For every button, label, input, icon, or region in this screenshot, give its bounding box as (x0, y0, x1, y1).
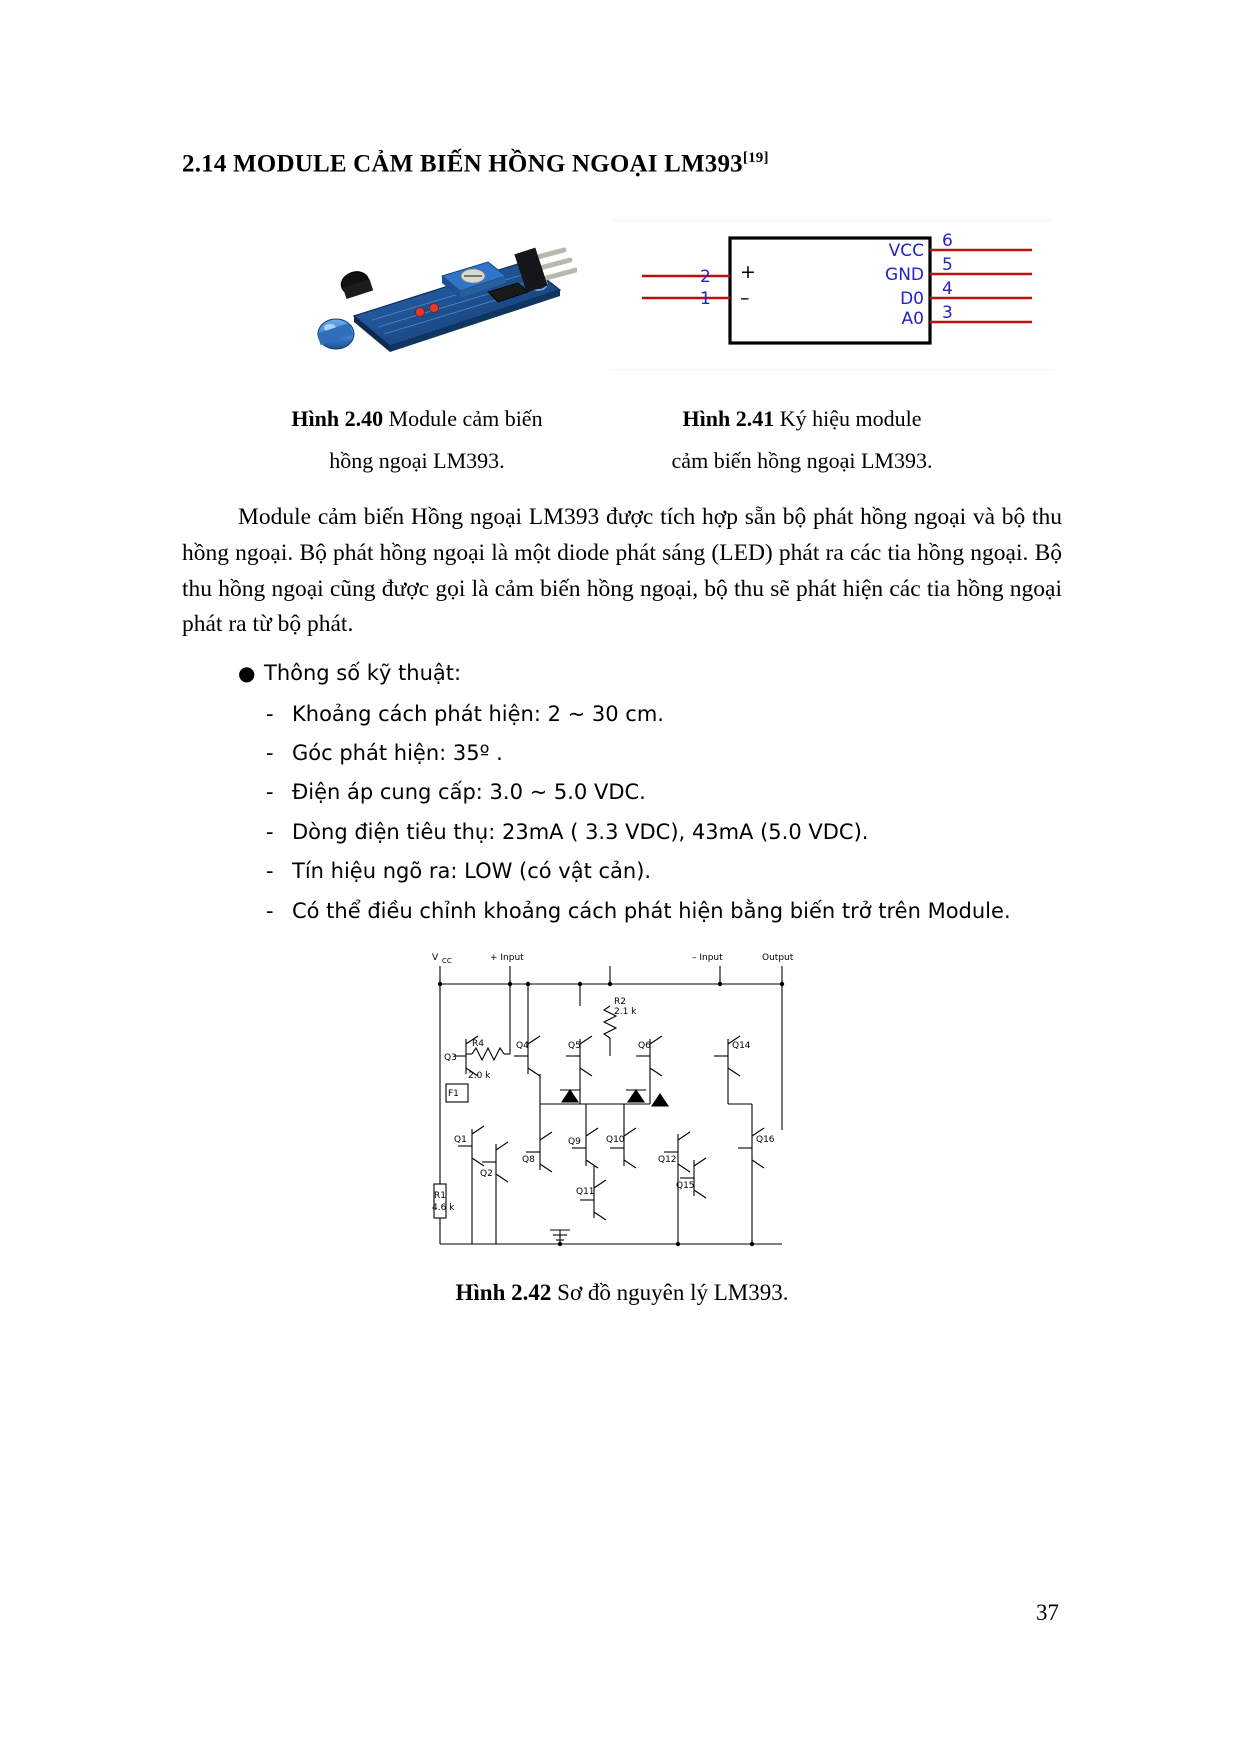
svg-text:Q10: Q10 (606, 1135, 625, 1146)
svg-text:A0: A0 (901, 309, 924, 330)
svg-text:Q1: Q1 (454, 1135, 467, 1146)
figure-240-label: Hình 2.40 (291, 406, 384, 432)
ir-sensor-module-photo (292, 228, 577, 373)
svg-text:+ Input: + Input (490, 953, 524, 964)
figure-240-caption-line2: hồng ngoại LM393. (329, 448, 505, 474)
svg-text:Q2: Q2 (480, 1169, 493, 1180)
svg-text:GND: GND (885, 265, 924, 286)
svg-text:Q5: Q5 (568, 1041, 581, 1052)
specs-heading-label: Thông số kỹ thuật: (264, 661, 462, 686)
svg-text:Q16: Q16 (756, 1135, 775, 1146)
svg-text:Output: Output (762, 953, 794, 964)
svg-text:Q3: Q3 (444, 1053, 457, 1064)
svg-text:Q11: Q11 (576, 1187, 595, 1198)
svg-text:VCC: VCC (888, 241, 924, 262)
body-paragraph: Module cảm biến Hồng ngoại LM393 được tích hợp sẵn bộ phát hồng ngoại và bộ thu hồng ngoại. Bộ phát hồng ngoại là một diode phát sáng (LED) phát ra các tia hồng ngoại. Bộ thu hồng ngoại cũng được gọi là cảm biến hồng ngoại, bộ thu sẽ phát hiện các tia hồng ngoại phát ra từ bộ phát. (182, 504, 1062, 638)
svg-text:Q15: Q15 (676, 1181, 695, 1192)
page-content (182, 0, 1062, 1306)
page-number: 37 (1036, 1600, 1059, 1625)
page-title (182, 150, 1062, 178)
figure-caption-240 (242, 398, 592, 482)
figure-241-caption-line2: cảm biến hồng ngoại LM393. (671, 448, 933, 474)
dash-icon: - (266, 701, 274, 726)
svg-text:Q6: Q6 (638, 1041, 651, 1052)
svg-text:4: 4 (942, 279, 953, 300)
figure-caption-241 (592, 398, 1012, 482)
spec-item-label: Có thể điều chỉnh khoảng cách phát hiện bằng biến trở trên Module. (292, 898, 1011, 923)
section-heading-text: 2.14 MODULE CẢM BIẾN HỒNG NGOẠI LM393 (182, 150, 743, 178)
lm393-schematic-figure (182, 944, 1062, 1274)
svg-text:2.0 k: 2.0 k (468, 1071, 491, 1082)
svg-text:D0: D0 (900, 289, 924, 310)
figure-captions (182, 398, 1062, 490)
svg-text:– Input: – Input (692, 953, 723, 964)
module-symbol-figure (612, 220, 1052, 370)
svg-text:CC: CC (442, 957, 452, 966)
dash-icon: - (266, 898, 274, 923)
svg-text:2.1 k: 2.1 k (614, 1007, 637, 1018)
list-item (182, 777, 1062, 807)
list-item (182, 856, 1062, 886)
figure-240-caption-line1: Module cảm biến (383, 406, 543, 432)
svg-text:R2: R2 (614, 997, 626, 1008)
specifications-list (182, 659, 1062, 926)
figure-242-caption-text: Sơ đồ nguyên lý LM393. (551, 1280, 789, 1306)
svg-text:F1: F1 (448, 1089, 459, 1100)
list-item (182, 817, 1062, 847)
svg-text:R4: R4 (472, 1039, 484, 1050)
list-item (182, 699, 1062, 729)
spec-item-label: Tín hiệu ngõ ra: LOW (có vật cản). (292, 859, 652, 884)
dash-icon: - (266, 819, 274, 844)
svg-text:R1: R1 (434, 1191, 446, 1202)
svg-text:+: + (740, 261, 756, 284)
svg-text:Q9: Q9 (568, 1137, 581, 1148)
svg-text:Q8: Q8 (522, 1155, 535, 1166)
spec-item-label: Dòng điện tiêu thụ: 23mA ( 3.3 VDC), 43mA (5.0 VDC). (292, 819, 869, 844)
figure-241-caption-line1: Ký hiệu module (774, 406, 922, 432)
svg-text:5: 5 (942, 255, 953, 276)
specs-heading (182, 659, 1062, 688)
dash-icon: - (266, 741, 274, 766)
figures-row (182, 200, 1062, 380)
svg-text:2: 2 (700, 267, 711, 288)
lm393-schematic-svg (410, 944, 840, 1264)
svg-text:3: 3 (942, 303, 953, 324)
svg-text:1: 1 (700, 289, 711, 310)
svg-text:–: – (740, 287, 750, 310)
svg-text:Q12: Q12 (658, 1155, 677, 1166)
svg-text:Q14: Q14 (732, 1041, 751, 1052)
figure-241-label: Hình 2.41 (682, 406, 775, 432)
spec-item-label: Góc phát hiện: 35º . (292, 741, 503, 766)
section-heading-reference: [19] (742, 150, 769, 166)
figure-242-label: Hình 2.42 (455, 1280, 552, 1306)
bullet-icon: ● (238, 661, 256, 686)
spec-item-label: Điện áp cung cấp: 3.0 ~ 5.0 VDC. (292, 780, 646, 805)
dash-icon: - (266, 780, 274, 805)
list-item (182, 738, 1062, 768)
figure-caption-242 (182, 1280, 1062, 1306)
spec-item-label: Khoảng cách phát hiện: 2 ~ 30 cm. (292, 701, 664, 726)
svg-text:4.6 k: 4.6 k (432, 1203, 455, 1214)
list-item (182, 896, 1062, 926)
dash-icon: - (266, 859, 274, 884)
svg-text:6: 6 (942, 231, 953, 252)
svg-text:Q4: Q4 (516, 1041, 529, 1052)
svg-text:V: V (432, 953, 439, 964)
